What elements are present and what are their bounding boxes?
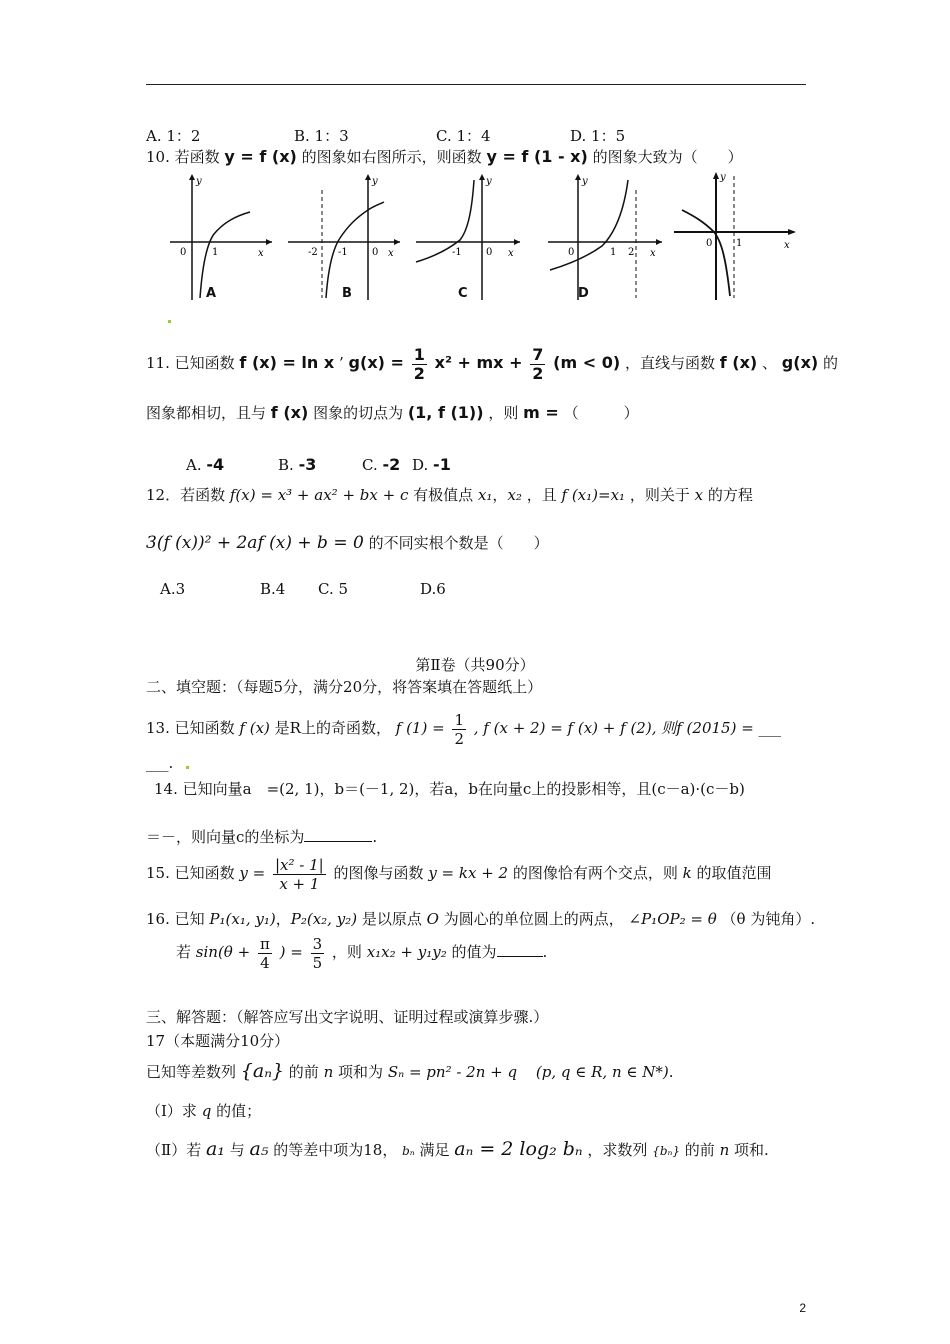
q11-option-c: C. -2: [362, 455, 401, 474]
q9-option-a: A. 1：2: [146, 127, 201, 145]
question-15: 15. 已知函数 y = $\frac{\text{|x² - 1|}}{x + 1}$ 的图像与函数 y = kx + 2 的图像恰有两个交点，则 k 的取值范围: [146, 855, 772, 893]
page-number: 2: [799, 1301, 806, 1315]
q12-option-a: A.3: [160, 580, 186, 598]
fraction-one-half: $\frac{1}{2}$: [413, 344, 425, 383]
svg-text:0: 0: [180, 247, 187, 258]
svg-text:y: y: [582, 176, 588, 187]
question-17-part2: （Ⅱ）若 a₁ 与 a₅ 的等差中项为18， bₙ 满足 aₙ = 2 log₂ bₙ ，求数列 {bₙ} 的前 n 项和.: [146, 1138, 769, 1160]
svg-text:y: y: [372, 176, 378, 187]
graph-b: [284, 170, 404, 302]
svg-text:x: x: [508, 248, 514, 259]
svg-text:x: x: [388, 248, 394, 259]
fraction-seven-half: $\frac{7}{2}$: [532, 344, 544, 383]
question-11-line2: 图象都相切，且与 f (x) 图象的切点为 (1, f (1)) ，则 m = （ ）: [146, 403, 639, 422]
q11-option-b: B. -3: [278, 455, 317, 474]
header-rule: [146, 84, 806, 85]
question-17-statement: 已知等差数列 {aₙ} 的前 n 项和为 Sₙ = pn² - 2n + q (p, q ∈ R, n ∈ N*).: [146, 1060, 674, 1082]
svg-text:1: 1: [212, 247, 219, 258]
speck: [186, 766, 189, 769]
svg-text:-1: -1: [452, 247, 462, 258]
svg-text:y: y: [486, 176, 492, 187]
svg-text:x: x: [258, 248, 264, 259]
svg-text:2: 2: [628, 247, 635, 258]
graph-a-label: A: [206, 286, 217, 301]
question-12-line1: 12．若函数 f(x) = x³ + ax² + bx + c 有极值点 x₁，x₂ ，且 f (x₁)=x₁ ，则关于 x 的方程: [146, 486, 753, 504]
fraction-pi-4: $\frac{\pi}{4}$: [259, 934, 270, 972]
svg-text:0: 0: [486, 247, 493, 258]
section-2-title: 第Ⅱ卷（共90分）: [415, 656, 535, 674]
question-10: 10. 若函数 y = f (x) 的图象如右图所示，则函数 y = f (1 - x) 的图象大致为（ ）: [146, 147, 743, 166]
fraction-one-half-q13: $\frac{1}{2}$: [454, 710, 464, 748]
graph-c-label: C: [458, 286, 468, 301]
svg-text:-1: -1: [338, 247, 348, 258]
question-12-line2: 3(f (x))² + 2af (x) + b = 0 的不同实根个数是（ ）: [146, 533, 549, 553]
section-2-heading: 二、填空题：（每题5分，满分20分，将答案填在答题纸上）: [146, 678, 543, 696]
question-11-line1: 11. 已知函数 f (x) = ln x ’ g(x) = $\frac{1}{2}$ x² + mx + $\frac{7}{2}$ (m < 0) ，直线与函数 f (x) 、 g(x) 的: [146, 344, 838, 383]
q12-option-b: B.4: [260, 580, 286, 598]
graph-d: [544, 170, 666, 302]
q11-option-d: D. -1: [412, 455, 451, 474]
q11-option-a: A. -4: [186, 455, 225, 474]
question-17-title: 17（本题满分10分）: [146, 1032, 290, 1050]
answer-blank[interactable]: [497, 956, 543, 957]
svg-text:x: x: [650, 248, 656, 259]
fraction-3-5: $\frac{3}{5}$: [312, 934, 323, 972]
speck: [168, 320, 171, 323]
svg-text:y: y: [720, 172, 726, 183]
q13-blank-continued: ___.: [146, 754, 174, 772]
svg-text:0: 0: [706, 238, 713, 249]
svg-text:1: 1: [610, 247, 617, 258]
svg-text:0: 0: [372, 247, 379, 258]
svg-text:y: y: [196, 176, 202, 187]
question-17-part1: （Ⅰ）求 q 的值；: [146, 1102, 262, 1120]
graph-b-label: B: [342, 286, 352, 301]
q9-option-b: B. 1：3: [294, 127, 349, 145]
svg-text:1: 1: [736, 238, 743, 249]
svg-text:-2: -2: [308, 247, 318, 258]
svg-text:x: x: [784, 240, 790, 251]
q9-option-d: D. 1：5: [570, 127, 626, 145]
q12-option-c: C. 5: [318, 580, 349, 598]
question-16-line2: 若 sin(θ + $\frac{\pi}{4}$ ) = $\frac{3}{5}$ ，则 x₁x₂ + y₁y₂ 的值为 .: [176, 934, 548, 972]
graph-original: [670, 170, 800, 302]
q9-option-c: C. 1：4: [436, 127, 491, 145]
fraction-q15: $\frac{\text{|x² - 1|}}{x + 1}$: [275, 855, 324, 893]
question-16-line1: 16. 已知 P₁(x₁, y₁)，P₂(x₂, y₂) 是以原点 O 为圆心的单位圆上的两点， ∠P₁OP₂ = θ （θ 为钝角）.: [146, 910, 816, 928]
q12-option-d: D.6: [420, 580, 446, 598]
graph-d-label: D: [578, 286, 589, 301]
question-14-line2: ＝－，则向量c的坐标为 .: [146, 828, 378, 846]
section-3-heading: 三、解答题：（解答应写出文字说明、证明过程或演算步骤.）: [146, 1008, 549, 1026]
question-13: 13. 已知函数 f (x) 是R上的奇函数， f (1) = $\frac{1}{2}$ , f (x + 2) = f (x) + f (2), 则f (2015) = ___: [146, 710, 782, 748]
question-14-line1: 14. 已知向量a =(2, 1)，b＝(－1, 2)，若a，b在向量c上的投影相等，且(c－a)·(c－b): [154, 780, 745, 798]
svg-text:0: 0: [568, 247, 575, 258]
graph-a: [166, 170, 276, 302]
graph-c: [412, 170, 524, 302]
answer-blank[interactable]: [304, 841, 372, 842]
